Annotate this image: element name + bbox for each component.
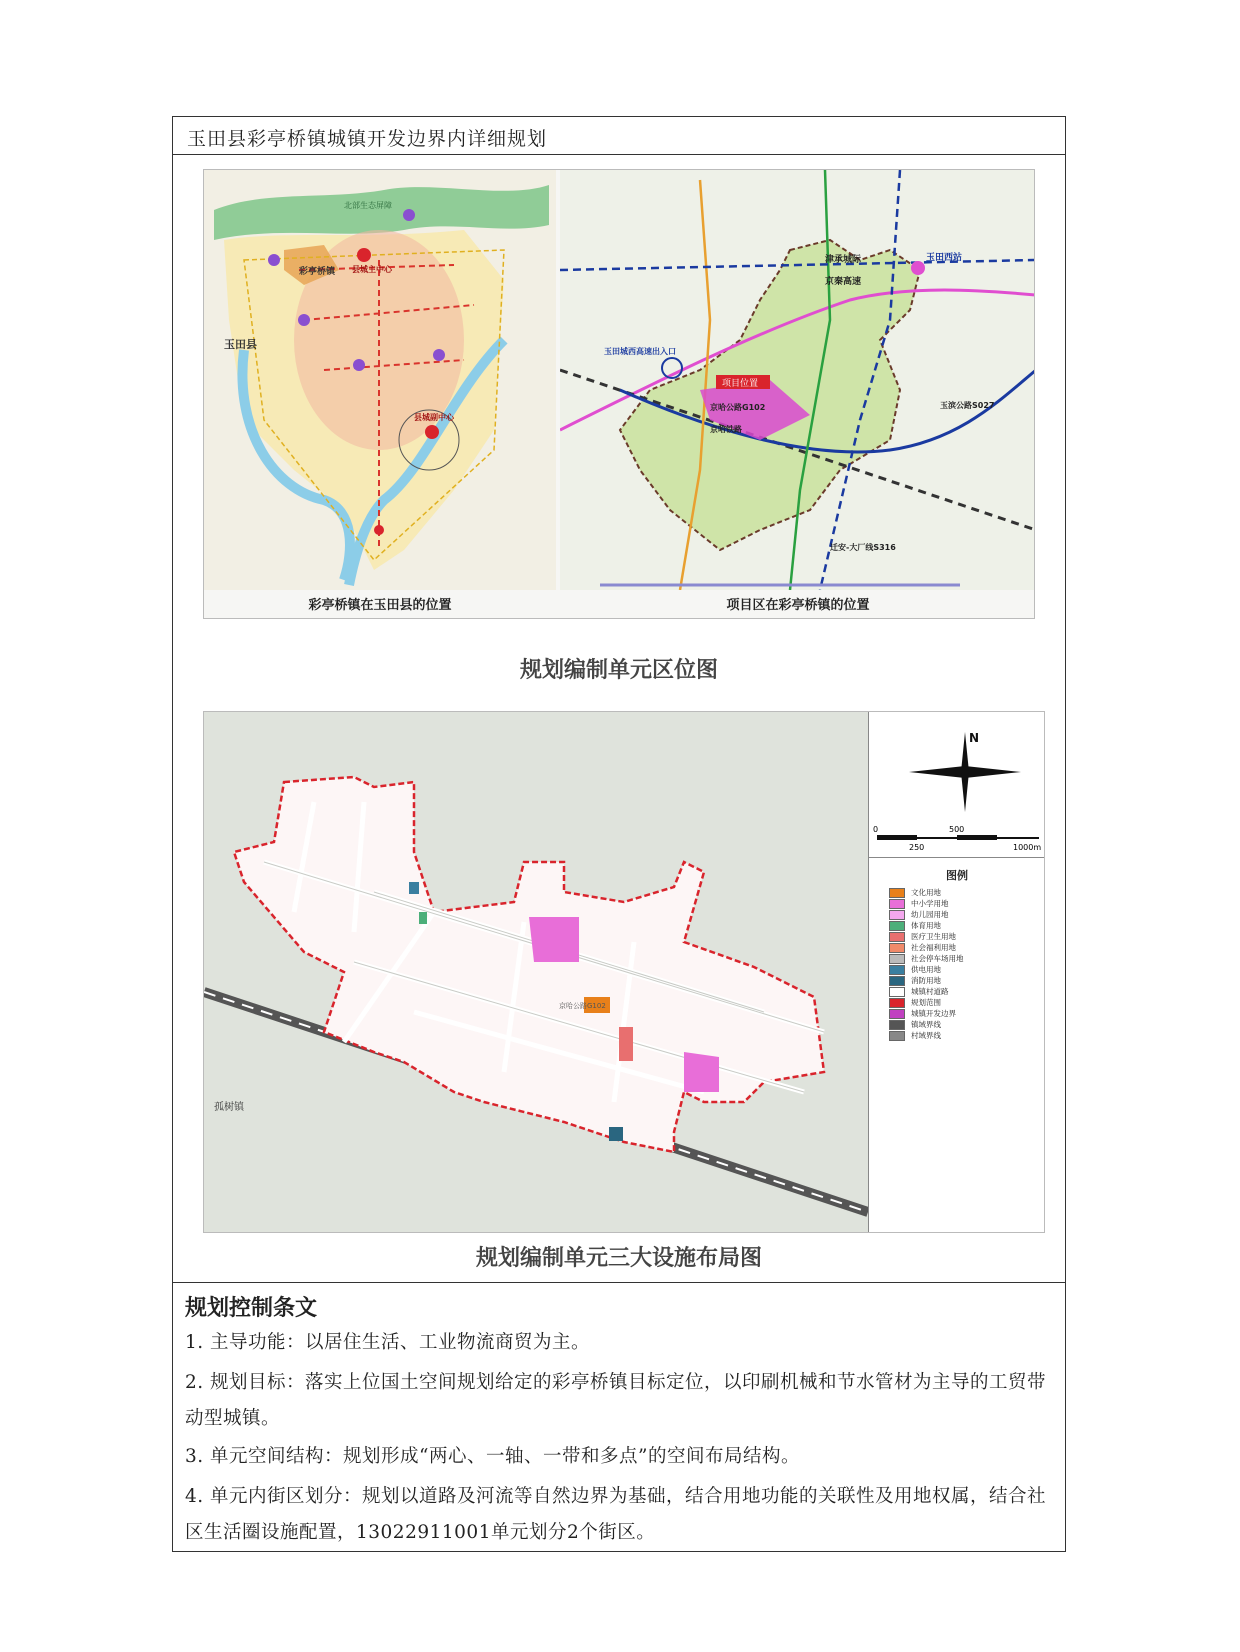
legend-label: 规划范围 <box>911 998 941 1007</box>
scale-500: 500 <box>949 825 965 834</box>
legend-swatch <box>889 910 905 920</box>
legend-item <box>889 954 964 964</box>
north-belt-label: 北部生态屏障 <box>344 201 392 210</box>
planning-document <box>172 116 1066 1552</box>
scale-1000: 1000m <box>1013 843 1042 852</box>
legend-item <box>889 910 949 920</box>
legend-item <box>889 888 941 898</box>
county-map-caption: 彩亭桥镇在玉田县的位置 <box>308 598 452 613</box>
project-label: 项目位置 <box>722 379 759 389</box>
control-title: 规划控制条文 <box>185 1296 318 1321</box>
legend-swatch <box>889 888 905 898</box>
legend-label: 镇域界线 <box>911 1020 941 1029</box>
facility-figure-caption: 规划编制单元三大设施布局图 <box>475 1246 762 1271</box>
legend-item <box>889 976 941 986</box>
road-label: 京哈公路G102 <box>559 1002 606 1010</box>
legend-label: 城镇开发边界 <box>911 1009 956 1018</box>
scale-250: 250 <box>909 843 925 852</box>
legend-item <box>889 943 956 953</box>
town-name-label: 孤树镇 <box>214 1102 244 1113</box>
legend-swatch <box>889 943 905 953</box>
legend-item <box>889 899 949 909</box>
scale-0: 0 <box>873 825 879 834</box>
clause-2: 2. 规划目标：落实上位国土空间规划给定的彩亭桥镇目标定位，以印刷机械和节水管材为主导的工贸带动型城镇。 <box>185 1372 1047 1429</box>
legend-swatch <box>889 998 905 1008</box>
highway-label: 京哈公路G102 <box>710 403 766 412</box>
legend-item <box>889 965 941 975</box>
legend-label: 社会停车场用地 <box>911 954 964 963</box>
legend-label: 消防用地 <box>911 976 941 985</box>
legend-label: 社会福利用地 <box>911 943 956 952</box>
legend-swatch <box>889 932 905 942</box>
legend-label: 城镇村道路 <box>911 987 949 996</box>
legend-swatch <box>889 976 905 986</box>
legend-swatch <box>889 1031 905 1041</box>
legend-item <box>889 1020 941 1030</box>
clause-1: 1. 主导功能：以居住生活、工业物流商贸为主。 <box>185 1332 591 1353</box>
legend-panel <box>868 712 1045 1232</box>
provincial-label: 玉滨公路S027 <box>940 401 995 410</box>
station-label: 玉田西站 <box>926 253 963 263</box>
facility-layout-map <box>203 711 1045 1233</box>
county-location-map <box>204 170 556 590</box>
railway-label: 京哈铁路 <box>710 425 742 434</box>
town-label: 彩亭桥镇 <box>299 267 336 277</box>
clause-3: 3. 单元空间结构：规划形成“两心、一轴、一带和多点”的空间布局结构。 <box>185 1446 800 1467</box>
legend-item <box>889 921 941 931</box>
legend-label: 幼儿园用地 <box>911 910 949 919</box>
legend-swatch <box>889 899 905 909</box>
legend-item <box>889 1009 956 1019</box>
legend-label: 体育用地 <box>911 921 941 930</box>
legend-swatch <box>889 965 905 975</box>
road2-label: 迁安-大厂线S316 <box>830 543 896 552</box>
legend-item <box>889 987 949 997</box>
legend-label: 村域界线 <box>911 1031 941 1040</box>
legend-label: 文化用地 <box>911 888 941 897</box>
legend-swatch <box>889 921 905 931</box>
north-arrow-label: N <box>969 731 980 745</box>
compass-and-scale <box>869 712 1045 852</box>
control-clauses <box>173 1282 1065 1553</box>
legend-swatch <box>889 1020 905 1030</box>
legend-title: 图例 <box>946 869 968 882</box>
clause-4: 4. 单元内街区划分：规划以道路及河流等自然边界为基础，结合用地功能的关联性及用地权属，结合社区生活圈设施配置，13022911001单元划分2个街区。 <box>185 1486 1047 1543</box>
legend-label: 供电用地 <box>911 965 941 974</box>
facility-map-drawing <box>204 712 868 1233</box>
legend-label: 医疗卫生用地 <box>911 932 956 941</box>
legend-swatch <box>889 954 905 964</box>
county-label: 玉田县 <box>224 338 257 351</box>
legend-label: 中小学用地 <box>911 899 949 908</box>
location-figure-caption: 规划编制单元区位图 <box>519 658 718 683</box>
main-center-label: 县城主中心 <box>352 265 392 274</box>
legend-item <box>889 998 941 1008</box>
rail-label: 津承城际 <box>825 255 862 265</box>
legend-item <box>889 932 956 942</box>
legend-swatch <box>889 1009 905 1019</box>
legend-item <box>889 1031 941 1041</box>
sub-center-label: 县城副中心 <box>414 413 454 422</box>
expressway-label: 京秦高速 <box>825 277 862 287</box>
document-header <box>173 117 1065 155</box>
exit-label: 玉田城西高速出入口 <box>604 347 676 356</box>
town-location-map <box>560 170 1035 590</box>
location-maps-panel <box>203 169 1035 619</box>
town-map-caption: 项目区在彩亭桥镇的位置 <box>726 598 870 613</box>
legend-swatch <box>889 987 905 997</box>
document-title: 玉田县彩亭桥镇城镇开发边界内详细规划 <box>187 128 548 150</box>
